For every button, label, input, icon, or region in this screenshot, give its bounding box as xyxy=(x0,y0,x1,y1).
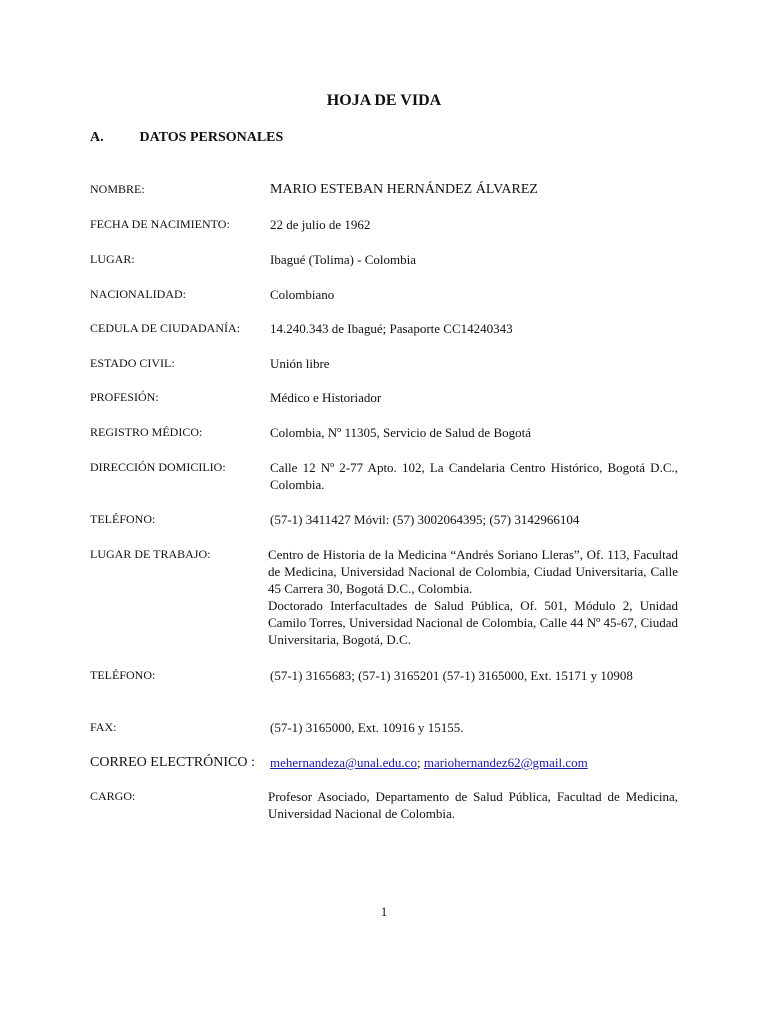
email-separator: ; xyxy=(416,755,421,770)
field-value xyxy=(270,754,678,771)
field-value: 22 de julio de 1962 xyxy=(270,217,371,232)
field-label: TELÉFONO: xyxy=(90,668,156,682)
field-label: PROFESIÓN: xyxy=(90,390,159,404)
field-value: Unión libre xyxy=(270,356,330,371)
field-label: REGISTRO MÉDICO: xyxy=(90,425,203,439)
field-label: CARGO: xyxy=(90,789,136,803)
field-label: TELÉFONO: xyxy=(90,512,156,526)
section-letter: A. xyxy=(90,130,104,145)
field-value xyxy=(268,546,678,648)
field-label: DIRECCIÓN DOMICILIO: xyxy=(90,460,226,474)
workplace-line-1: Centro de Historia de la Medicina “Andrés Soriano Lleras”, Of. 113, Facultad de Medicina, Universidad Nacional de Colombia, Ciudad Universitaria, Calle 45 Carrera 30, Bogotá D.C., Colombia. xyxy=(268,547,678,596)
field-label: CEDULA DE CIUDADANÍA: xyxy=(90,321,240,335)
section-heading xyxy=(90,130,283,146)
field-value: Ibagué (Tolima) - Colombia xyxy=(270,252,417,267)
section-title: DATOS PERSONALES xyxy=(139,130,284,145)
field-value: (57-1) 3165683; (57-1) 3165201 (57-1) 3165000, Ext. 15171 y 10908 xyxy=(270,668,633,683)
field-value: (57-1) 3411427 Móvil: (57) 3002064395; (57) 3142966104 xyxy=(270,512,580,527)
page-number: 1 xyxy=(380,904,388,919)
field-value: 14.240.343 de Ibagué; Pasaporte CC14240343 xyxy=(270,321,513,336)
field-value: Colombia, Nº 11305, Servicio de Salud de Bogotá xyxy=(270,425,531,440)
field-label: LUGAR: xyxy=(90,252,135,266)
field-label: NOMBRE: xyxy=(90,182,145,196)
field-label: LUGAR DE TRABAJO: xyxy=(90,547,211,561)
field-value: Profesor Asociado, Departamento de Salud Pública, Facultad de Medicina, Universidad Nacional de Colombia. xyxy=(268,789,678,821)
email-link-unal[interactable]: mehernandeza@unal.edu.co xyxy=(270,755,417,770)
field-value: MARIO ESTEBAN HERNÁNDEZ ÁLVAREZ xyxy=(270,182,538,197)
field-label: FAX: xyxy=(90,720,117,734)
document-title: HOJA DE VIDA xyxy=(326,92,442,109)
field-value: Colombiano xyxy=(270,287,335,302)
field-label: FECHA DE NACIMIENTO: xyxy=(90,217,230,231)
field-label: ESTADO CIVIL: xyxy=(90,356,175,370)
field-value: Médico e Historiador xyxy=(270,390,382,405)
field-label: NACIONALIDAD: xyxy=(90,287,186,301)
workplace-line-2: Doctorado Interfacultades de Salud Pública, Of. 501, Módulo 2, Unidad Camilo Torres, Universidad Nacional de Colombia, Calle 44 Nº 45-67, Ciudad Universitaria, Bogotá, D.C. xyxy=(268,598,678,647)
field-label: CORREO ELECTRÓNICO : xyxy=(90,755,255,770)
email-link-gmail[interactable]: mariohernandez62@gmail.com xyxy=(423,755,588,770)
field-value: (57-1) 3165000, Ext. 10916 y 15155. xyxy=(270,720,464,735)
field-value: Calle 12 Nº 2-77 Apto. 102, La Candelaria Centro Histórico, Bogotá D.C., Colombia. xyxy=(270,460,678,492)
